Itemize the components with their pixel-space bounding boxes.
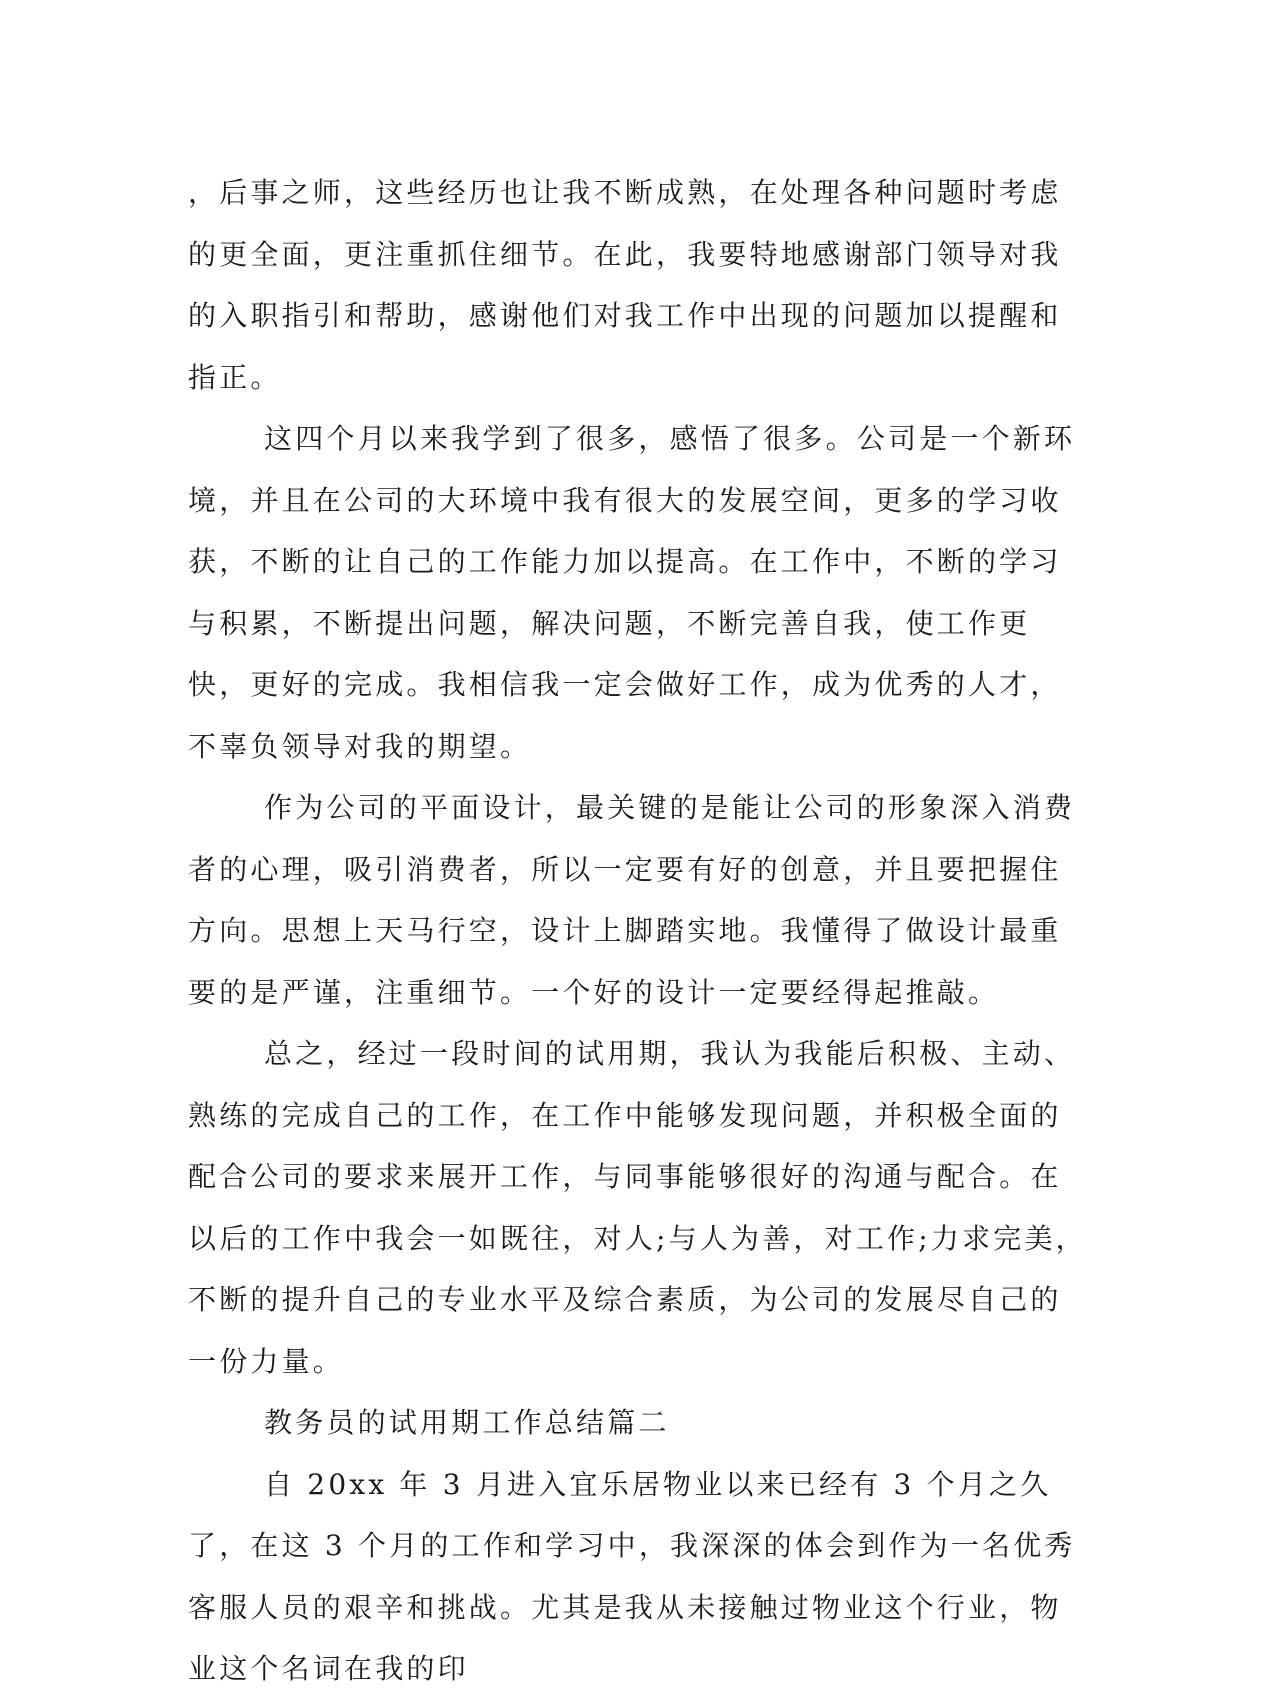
paragraph-1: ，后事之师，这些经历也让我不断成熟，在处理各种问题时考虑的更全面，更注重抓住细节。在此，我要特地感谢部门领导对我的入职指引和帮助，感谢他们对我工作中出现的问题加以提醒和指正。 [188,176,1062,394]
paragraph-3: 作为公司的平面设计，最关键的是能让公司的形象深入消费者的心理，吸引消费者，所以一定要有好的创意，并且要把握住方向。思想上天马行空，设计上脚踏实地。我懂得了做设计最重要的是严谨，注重细节。一个好的设计一定要经得起推敲。 [188,791,1076,1009]
section-heading: 教务员的试用期工作总结篇二 [264,1406,670,1439]
document-body [188,162,1088,1700]
paragraph-2: 这四个月以来我学到了很多，感悟了很多。公司是一个新环境，并且在公司的大环境中我有很大的发展空间，更多的学习收获，不断的让自己的工作能力加以提高。在工作中，不断的学习与积累，不断提出问题，解决问题，不断完善自我，使工作更快，更好的完成。我相信我一定会做好工作，成为优秀的人才，不辜负领导对我的期望。 [188,422,1076,763]
paragraph-5: 自 20xx 年 3 月进入宜乐居物业以来已经有 3 个月之久了，在这 3 个月的工作和学习中，我深深的体会到作为一名优秀客服人员的艰辛和挑战。尤其是我从未接触过物业这个行业，物业这个名词在我的印 [188,1467,1076,1685]
paragraph-4: 总之，经过一段时间的试用期，我认为我能后积极、主动、熟练的完成自己的工作，在工作中能够发现问题，并积极全面的配合公司的要求来展开工作，与同事能够很好的沟通与配合。在以后的工作中我会一如既往，对人;与人为善，对工作;力求完美，不断的提升自己的专业水平及综合素质，为公司的发展尽自己的一份力量。 [188,1037,1087,1378]
